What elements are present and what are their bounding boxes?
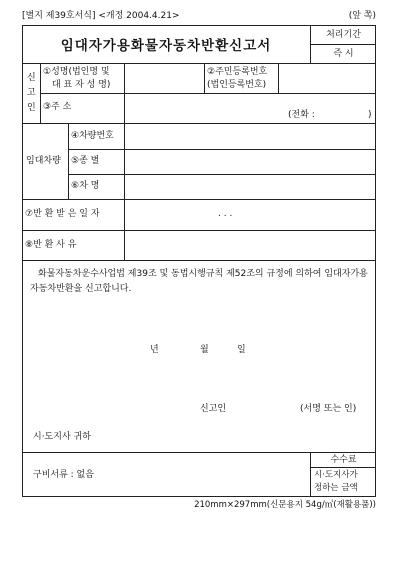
paper-spec: 210mm×297mm(신문용지 54g/㎡(재활용품)): [194, 500, 376, 510]
return-date-label: ⑦반 환 받 은 일 자: [25, 209, 100, 219]
return-date-field[interactable]: [125, 200, 375, 230]
required-documents: 구비서류 : 없음: [33, 470, 94, 480]
address-field[interactable]: [125, 94, 375, 123]
processing-period-value: 즉 시: [333, 48, 354, 59]
divider: [40, 63, 41, 123]
date-year-label: 년: [150, 345, 159, 355]
address-label: ③주 소: [43, 102, 72, 112]
date-month-label: 월: [200, 345, 209, 355]
return-reason-field[interactable]: [125, 231, 375, 260]
page-face-label: (앞 쪽): [348, 11, 376, 21]
fee-value: 시·도지사가: [314, 470, 358, 480]
addressee: 시·도지사 귀하: [33, 432, 91, 442]
reporter-label-char: 인: [27, 103, 36, 113]
divider: [310, 44, 376, 45]
return-date-dots: . . .: [218, 209, 233, 219]
phone-label: (전화 :: [288, 110, 315, 120]
leased-vehicle-label: 임대차량: [26, 156, 61, 166]
vehicle-number-field[interactable]: [125, 124, 375, 149]
form-number: [별지 제39호서식] <개정 2004.4.21>: [22, 11, 180, 21]
vehicle-name-field[interactable]: [125, 175, 375, 199]
vehicle-type-label: ⑤종 별: [71, 156, 100, 166]
vehicle-name-label: ⑥차 명: [71, 181, 100, 191]
divider: [22, 260, 376, 261]
divider: [204, 63, 205, 93]
vehicle-type-field[interactable]: [125, 150, 375, 174]
id-number-field[interactable]: [279, 64, 375, 93]
form-title: 임대자가용화물자동차반환신고서: [60, 38, 272, 54]
declaration-text: 화물자동차운수사업법 제39조 및 동법시행규칙 제52조의 규정에 의하여 임대자가용자동차반환을 신고합니다.: [30, 269, 368, 294]
vehicle-number-label: ④차량번호: [71, 131, 114, 141]
id-number-label: (법인등록번호): [207, 80, 267, 90]
name-label: ①성명(법인명 및: [43, 67, 110, 77]
signature-field[interactable]: [232, 398, 296, 418]
processing-period-label: 처리기간: [326, 29, 361, 40]
return-reason-label: ⑧반 환 사 유: [25, 240, 77, 250]
date-day-label: 일: [237, 345, 246, 355]
divider: [310, 467, 376, 468]
divider: [68, 123, 69, 199]
divider: [22, 452, 376, 453]
name-label: 대 표 자 성 명): [52, 80, 111, 90]
fee-value: 정하는 금액: [314, 483, 358, 493]
reporter-label-char: 신: [27, 73, 36, 83]
name-field[interactable]: [125, 64, 203, 93]
signer-label: 신고인: [200, 404, 227, 414]
phone-label-close: ): [368, 110, 372, 120]
signature-note: (서명 또는 인): [300, 404, 357, 414]
fee-label: 수수료: [330, 454, 357, 465]
reporter-label-char: 고: [27, 88, 36, 98]
id-number-label: ②주민등록번호: [207, 67, 268, 77]
